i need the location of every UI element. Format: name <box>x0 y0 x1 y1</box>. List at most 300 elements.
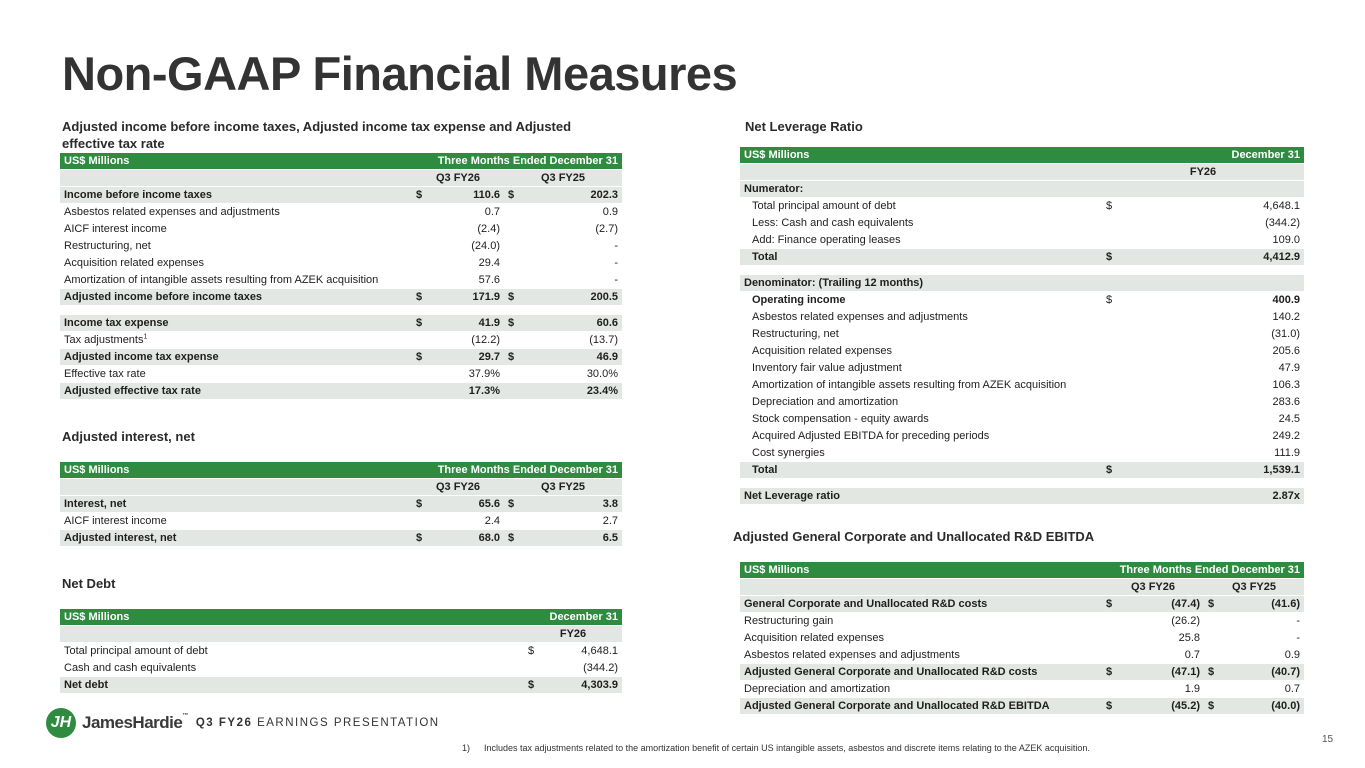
row-label-text: Net debt <box>64 679 108 691</box>
column-header: FY26 <box>1102 164 1304 180</box>
column-header-row <box>60 479 622 495</box>
column-header-spacer <box>60 626 524 642</box>
table-row <box>60 643 622 659</box>
row-label <box>60 383 412 399</box>
value-cell: 171.9 <box>432 289 504 305</box>
value-cell: 37.9% <box>468 368 500 380</box>
currency-symbol <box>412 204 432 220</box>
unit-label: US$ Millions <box>740 562 1102 578</box>
table-row <box>60 221 622 237</box>
page-title: Non-GAAP Financial Measures <box>62 47 738 100</box>
value-cell: 0.9 <box>602 206 619 218</box>
currency-symbol <box>524 660 544 676</box>
value-cell: 283.6 <box>1272 396 1300 408</box>
row-label <box>740 596 1102 612</box>
row-label-text: Income tax expense <box>64 317 169 329</box>
column-header-row <box>60 626 622 642</box>
table-row <box>740 232 1304 248</box>
currency-symbol: $ <box>412 187 432 203</box>
row-label <box>60 643 524 659</box>
row-label-text: Income before income taxes <box>64 189 212 201</box>
row-label-text: Adjusted income tax expense <box>64 351 219 363</box>
table-header-row <box>60 462 622 478</box>
currency-symbol <box>1102 630 1122 646</box>
value-cell: (12.2) <box>471 334 500 346</box>
table-row <box>740 215 1304 231</box>
spacer-cell <box>60 306 622 314</box>
currency-symbol: $ <box>504 187 524 203</box>
table-row <box>740 181 1304 197</box>
value-cell: 200.5 <box>524 289 622 305</box>
row-label-text: Restructuring, net <box>752 328 839 340</box>
table-row <box>60 204 622 220</box>
table-row <box>60 255 622 271</box>
row-label-text: Net Leverage ratio <box>744 490 840 502</box>
value-cell: (2.7) <box>595 223 619 235</box>
table-row <box>740 198 1304 214</box>
currency-symbol <box>412 332 432 348</box>
value-cell: 249.2 <box>1272 430 1300 442</box>
currency-symbol <box>1102 428 1122 444</box>
column-header-row <box>740 579 1304 595</box>
value-cell: 29.7 <box>432 349 504 365</box>
row-label <box>740 394 1102 410</box>
currency-symbol <box>1102 647 1122 663</box>
row-label-text: Adjusted income before income taxes <box>64 291 263 303</box>
currency-symbol <box>412 383 432 399</box>
period-label: December 31 <box>1102 147 1304 163</box>
row-label-text: Adjusted General Corporate and Unallocated R&D costs <box>744 666 1038 678</box>
row-label-text: Numerator: <box>744 183 804 195</box>
value-cell: - <box>1296 615 1301 627</box>
row-label-text: Total <box>752 251 778 263</box>
logo-text <box>82 713 188 733</box>
currency-symbol <box>504 513 524 529</box>
table-row <box>740 377 1304 393</box>
value-cell: 41.9 <box>432 315 504 331</box>
column-header: Q3 FY25 <box>1204 579 1304 595</box>
value-cell: 2.4 <box>484 515 500 527</box>
value-cell: (2.4) <box>477 223 500 235</box>
table-row <box>60 530 622 546</box>
row-label <box>740 445 1102 461</box>
value-cell: 29.4 <box>478 257 500 269</box>
logo-tm: ™ <box>182 713 188 719</box>
table-spacer-row <box>740 479 1304 487</box>
table-row <box>740 343 1304 359</box>
table-row <box>60 272 622 288</box>
row-label <box>60 315 412 331</box>
row-label <box>740 275 1102 291</box>
period-label: Three Months Ended December 31 <box>1102 562 1304 578</box>
currency-symbol <box>1102 377 1122 393</box>
row-label <box>60 513 412 529</box>
row-label-text: General Corporate and Unallocated R&D costs <box>744 598 988 610</box>
currency-symbol <box>504 204 524 220</box>
row-label <box>740 232 1102 248</box>
value-cell: 24.5 <box>1278 413 1300 425</box>
currency-symbol: $ <box>412 496 432 512</box>
value-cell: 4,648.1 <box>581 645 618 657</box>
row-label <box>740 292 1102 308</box>
row-label-text: Depreciation and amortization <box>752 396 899 408</box>
currency-symbol <box>1102 275 1122 291</box>
value-cell: 23.4% <box>524 383 622 399</box>
currency-symbol: $ <box>412 349 432 365</box>
currency-symbol <box>1102 326 1122 342</box>
table-row <box>740 613 1304 629</box>
currency-symbol <box>412 513 432 529</box>
value-cell: (47.1) <box>1122 664 1204 680</box>
value-cell: (40.0) <box>1224 698 1304 714</box>
table-row <box>740 462 1304 478</box>
currency-symbol <box>1204 647 1224 663</box>
row-label-text: Acquisition related expenses <box>752 345 893 357</box>
row-label <box>60 255 412 271</box>
value-cell: 0.9 <box>1284 649 1301 661</box>
row-label-text: Inventory fair value adjustment <box>752 362 902 374</box>
row-label <box>740 630 1102 646</box>
row-label-text: Asbestos related expenses and adjustments <box>752 311 968 323</box>
interest-table <box>60 461 622 547</box>
value-cell: (45.2) <box>1122 698 1204 714</box>
row-label <box>740 613 1102 629</box>
currency-symbol: $ <box>1102 462 1122 478</box>
currency-symbol <box>1204 613 1224 629</box>
row-label <box>60 530 412 546</box>
table-row <box>60 238 622 254</box>
row-label <box>60 660 524 676</box>
currency-symbol <box>504 221 524 237</box>
row-label-text: Acquisition related expenses <box>64 257 205 269</box>
value-cell: 0.7 <box>484 206 500 218</box>
row-label <box>60 332 412 348</box>
unit-label: US$ Millions <box>60 153 412 169</box>
value-cell: (40.7) <box>1224 664 1304 680</box>
value-cell: 4,303.9 <box>544 677 622 693</box>
presentation-period: Q3 FY26 <box>195 717 253 729</box>
leverage-table <box>740 146 1304 505</box>
value-cell: 110.6 <box>432 187 504 203</box>
currency-symbol: $ <box>1102 698 1122 714</box>
row-label <box>60 349 412 365</box>
row-label <box>60 289 412 305</box>
value-cell: 1,539.1 <box>1122 462 1304 478</box>
row-label <box>740 698 1102 714</box>
value-cell: 68.0 <box>432 530 504 546</box>
table-row <box>60 513 622 529</box>
table-row <box>740 664 1304 680</box>
value-cell <box>1122 275 1304 291</box>
value-cell: - <box>614 257 619 269</box>
value-cell: 46.9 <box>524 349 622 365</box>
row-label-text: AICF interest income <box>64 515 167 527</box>
value-cell: - <box>614 274 619 286</box>
currency-symbol <box>1102 360 1122 376</box>
row-label-text: Acquired Adjusted EBITDA for preceding periods <box>752 430 990 442</box>
value-cell: 0.7 <box>1184 649 1200 661</box>
currency-symbol: $ <box>504 315 524 331</box>
value-cell: 17.3% <box>432 383 504 399</box>
row-label-text: Depreciation and amortization <box>744 683 891 695</box>
presentation-label <box>196 717 440 729</box>
currency-symbol <box>1102 181 1122 197</box>
currency-symbol <box>1102 343 1122 359</box>
value-cell: 60.6 <box>524 315 622 331</box>
value-cell: 47.9 <box>1278 362 1300 374</box>
row-label-text: AICF interest income <box>64 223 167 235</box>
table-row <box>740 326 1304 342</box>
value-cell: 30.0% <box>586 368 619 380</box>
currency-symbol: $ <box>412 530 432 546</box>
value-cell: 205.6 <box>1272 345 1300 357</box>
footer-brand <box>46 708 440 738</box>
table-row <box>60 187 622 203</box>
currency-symbol <box>1102 411 1122 427</box>
value-cell: 400.9 <box>1272 294 1300 306</box>
row-label-text: Restructuring gain <box>744 615 834 627</box>
column-header: Q3 FY25 <box>504 170 622 186</box>
currency-symbol <box>504 255 524 271</box>
row-label-text: Adjusted General Corporate and Unallocated R&D EBITDA <box>744 700 1050 712</box>
unit-label: US$ Millions <box>740 147 1102 163</box>
row-label-text: Less: Cash and cash equivalents <box>752 217 914 229</box>
page-number: 15 <box>1322 734 1334 745</box>
currency-symbol <box>412 238 432 254</box>
row-label <box>60 204 412 220</box>
value-cell: (47.4) <box>1122 596 1204 612</box>
unit-label: US$ Millions <box>60 462 412 478</box>
row-label-text: Adjusted interest, net <box>64 532 177 544</box>
row-label-text: Denominator: (Trailing 12 months) <box>744 277 924 289</box>
currency-symbol: $ <box>504 530 524 546</box>
currency-symbol: $ <box>1204 596 1224 612</box>
income-section-title: Adjusted income before income taxes, Adjusted income tax expense and Adjusted effective tax rate <box>62 119 572 151</box>
currency-symbol <box>1204 681 1224 697</box>
james-hardie-logo-icon: JH <box>46 708 76 738</box>
table-header-row <box>60 609 622 625</box>
currency-symbol <box>504 366 524 382</box>
table-header-row <box>740 147 1304 163</box>
column-header: FY26 <box>524 626 622 642</box>
value-cell: (41.6) <box>1224 596 1304 612</box>
row-label-text: Acquisition related expenses <box>744 632 885 644</box>
row-label <box>740 198 1102 214</box>
currency-symbol <box>1102 215 1122 231</box>
row-label <box>740 664 1102 680</box>
currency-symbol <box>412 366 432 382</box>
row-label <box>740 249 1102 265</box>
table-header-row <box>740 562 1304 578</box>
row-label-text: Interest, net <box>64 498 127 510</box>
row-label-text: Total principal amount of debt <box>64 645 208 657</box>
value-cell: (344.2) <box>583 662 618 674</box>
table-row <box>60 315 622 331</box>
column-header-spacer <box>740 164 1102 180</box>
table-row <box>740 249 1304 265</box>
row-label <box>60 366 412 382</box>
row-label-text: Asbestos related expenses and adjustments <box>64 206 280 218</box>
row-label-text: Operating income <box>752 294 846 306</box>
table-row <box>60 349 622 365</box>
table-spacer-row <box>740 266 1304 274</box>
currency-symbol: $ <box>1204 664 1224 680</box>
table-row <box>60 332 622 348</box>
row-label-text: Cash and cash equivalents <box>64 662 197 674</box>
currency-symbol <box>1102 232 1122 248</box>
value-cell: 65.6 <box>432 496 504 512</box>
row-label-text: Add: Finance operating leases <box>752 234 901 246</box>
column-header-row <box>60 170 622 186</box>
table-row <box>740 488 1304 504</box>
value-cell: (344.2) <box>1265 217 1300 229</box>
table-row <box>740 647 1304 663</box>
period-label: December 31 <box>524 609 622 625</box>
column-header-spacer <box>60 170 412 186</box>
column-header-spacer <box>740 579 1102 595</box>
currency-symbol: $ <box>504 289 524 305</box>
table-row <box>740 411 1304 427</box>
value-cell: 0.7 <box>1284 683 1301 695</box>
value-cell: (26.2) <box>1171 615 1200 627</box>
currency-symbol <box>1204 630 1224 646</box>
row-label-text: Total principal amount of debt <box>752 200 896 212</box>
column-header: Q3 FY26 <box>412 479 504 495</box>
table-row <box>740 394 1304 410</box>
currency-symbol: $ <box>504 496 524 512</box>
value-cell: (13.7) <box>589 334 619 346</box>
currency-symbol: $ <box>1102 596 1122 612</box>
value-cell: 4,648.1 <box>1263 200 1300 212</box>
row-label <box>740 360 1102 376</box>
currency-symbol <box>1102 681 1122 697</box>
column-header: Q3 FY25 <box>504 479 622 495</box>
logo-wordmark: JamesHardie <box>82 713 183 732</box>
period-label: Three Months Ended December 31 <box>412 462 622 478</box>
row-label-text: Amortization of intangible assets resulting from AZEK acquisition <box>752 379 1067 391</box>
footnote-text: Includes tax adjustments related to the amortization benefit of certain US intangible assets, asbestos and discrete items relating to the AZEK acquisition. <box>484 743 1090 753</box>
footnote-number: 1) <box>462 743 471 753</box>
table-row <box>740 445 1304 461</box>
currency-symbol: $ <box>1106 294 1113 306</box>
column-header: Q3 FY26 <box>412 170 504 186</box>
row-label <box>740 215 1102 231</box>
row-label <box>60 221 412 237</box>
row-label-text: Total <box>752 464 778 476</box>
currency-symbol: $ <box>1102 664 1122 680</box>
value-cell: 3.8 <box>524 496 622 512</box>
table-row <box>740 360 1304 376</box>
row-label <box>740 181 1102 197</box>
row-label-text: Cost synergies <box>752 447 825 459</box>
row-label-text: Asbestos related expenses and adjustments <box>744 649 960 661</box>
row-label <box>740 462 1102 478</box>
row-label <box>60 496 412 512</box>
net-debt-section-title: Net Debt <box>62 576 116 591</box>
value-cell: 109.0 <box>1272 234 1300 246</box>
row-label <box>740 326 1102 342</box>
row-label-text: Tax adjustments <box>64 334 144 346</box>
currency-symbol <box>1102 488 1122 504</box>
table-row <box>60 289 622 305</box>
income-table <box>60 152 622 400</box>
presentation-name: EARNINGS PRESENTATION <box>252 717 440 729</box>
currency-symbol: $ <box>1102 249 1122 265</box>
row-label-text: Stock compensation - equity awards <box>752 413 929 425</box>
footnote <box>462 743 1090 753</box>
value-cell: - <box>1296 632 1301 644</box>
row-label <box>740 377 1102 393</box>
value-cell: - <box>614 240 619 252</box>
value-cell: (24.0) <box>471 240 500 252</box>
row-label-text: Restructuring, net <box>64 240 151 252</box>
table-row <box>60 660 622 676</box>
currency-symbol <box>504 272 524 288</box>
table-row <box>740 596 1304 612</box>
table-row <box>740 428 1304 444</box>
table-row <box>740 309 1304 325</box>
row-label <box>60 677 524 693</box>
period-label: Three Months Ended December 31 <box>412 153 622 169</box>
table-row <box>60 677 622 693</box>
currency-symbol: $ <box>412 315 432 331</box>
value-cell: 6.5 <box>524 530 622 546</box>
row-label <box>60 238 412 254</box>
column-header-row <box>740 164 1304 180</box>
corporate-section-title: Adjusted General Corporate and Unallocated R&D EBITDA <box>733 529 1095 544</box>
value-cell <box>1122 181 1304 197</box>
row-label <box>740 681 1102 697</box>
table-row <box>740 292 1304 308</box>
value-cell: 2.7 <box>602 515 619 527</box>
row-label <box>740 411 1102 427</box>
table-row <box>60 366 622 382</box>
table-row <box>740 630 1304 646</box>
row-label-text: Amortization of intangible assets resulting from AZEK acquisition <box>64 274 379 286</box>
value-cell: 25.8 <box>1178 632 1200 644</box>
value-cell: 1.9 <box>1184 683 1200 695</box>
table-row <box>60 496 622 512</box>
table-row <box>740 275 1304 291</box>
spacer-cell <box>740 266 1304 274</box>
row-label <box>60 272 412 288</box>
currency-symbol: $ <box>504 349 524 365</box>
value-cell: 111.9 <box>1274 447 1300 459</box>
row-label-text: Adjusted effective tax rate <box>64 385 201 397</box>
corporate-table <box>740 561 1304 715</box>
currency-symbol <box>504 332 524 348</box>
currency-symbol <box>412 255 432 271</box>
footnote-marker: 1 <box>143 333 148 341</box>
currency-symbol: $ <box>412 289 432 305</box>
value-cell: 57.6 <box>478 274 500 286</box>
value-cell: 2.87x <box>1122 488 1304 504</box>
column-header-spacer <box>60 479 412 495</box>
net-debt-table <box>60 608 622 694</box>
value-cell: 106.3 <box>1272 379 1300 391</box>
table-row <box>740 681 1304 697</box>
currency-symbol: $ <box>528 645 535 657</box>
currency-symbol <box>412 221 432 237</box>
value-cell: (31.0) <box>1271 328 1300 340</box>
currency-symbol <box>1102 394 1122 410</box>
currency-symbol <box>1102 309 1122 325</box>
currency-symbol <box>504 238 524 254</box>
row-label <box>740 488 1102 504</box>
row-label <box>740 309 1102 325</box>
leverage-section-title: Net Leverage Ratio <box>745 119 863 134</box>
unit-label: US$ Millions <box>60 609 524 625</box>
